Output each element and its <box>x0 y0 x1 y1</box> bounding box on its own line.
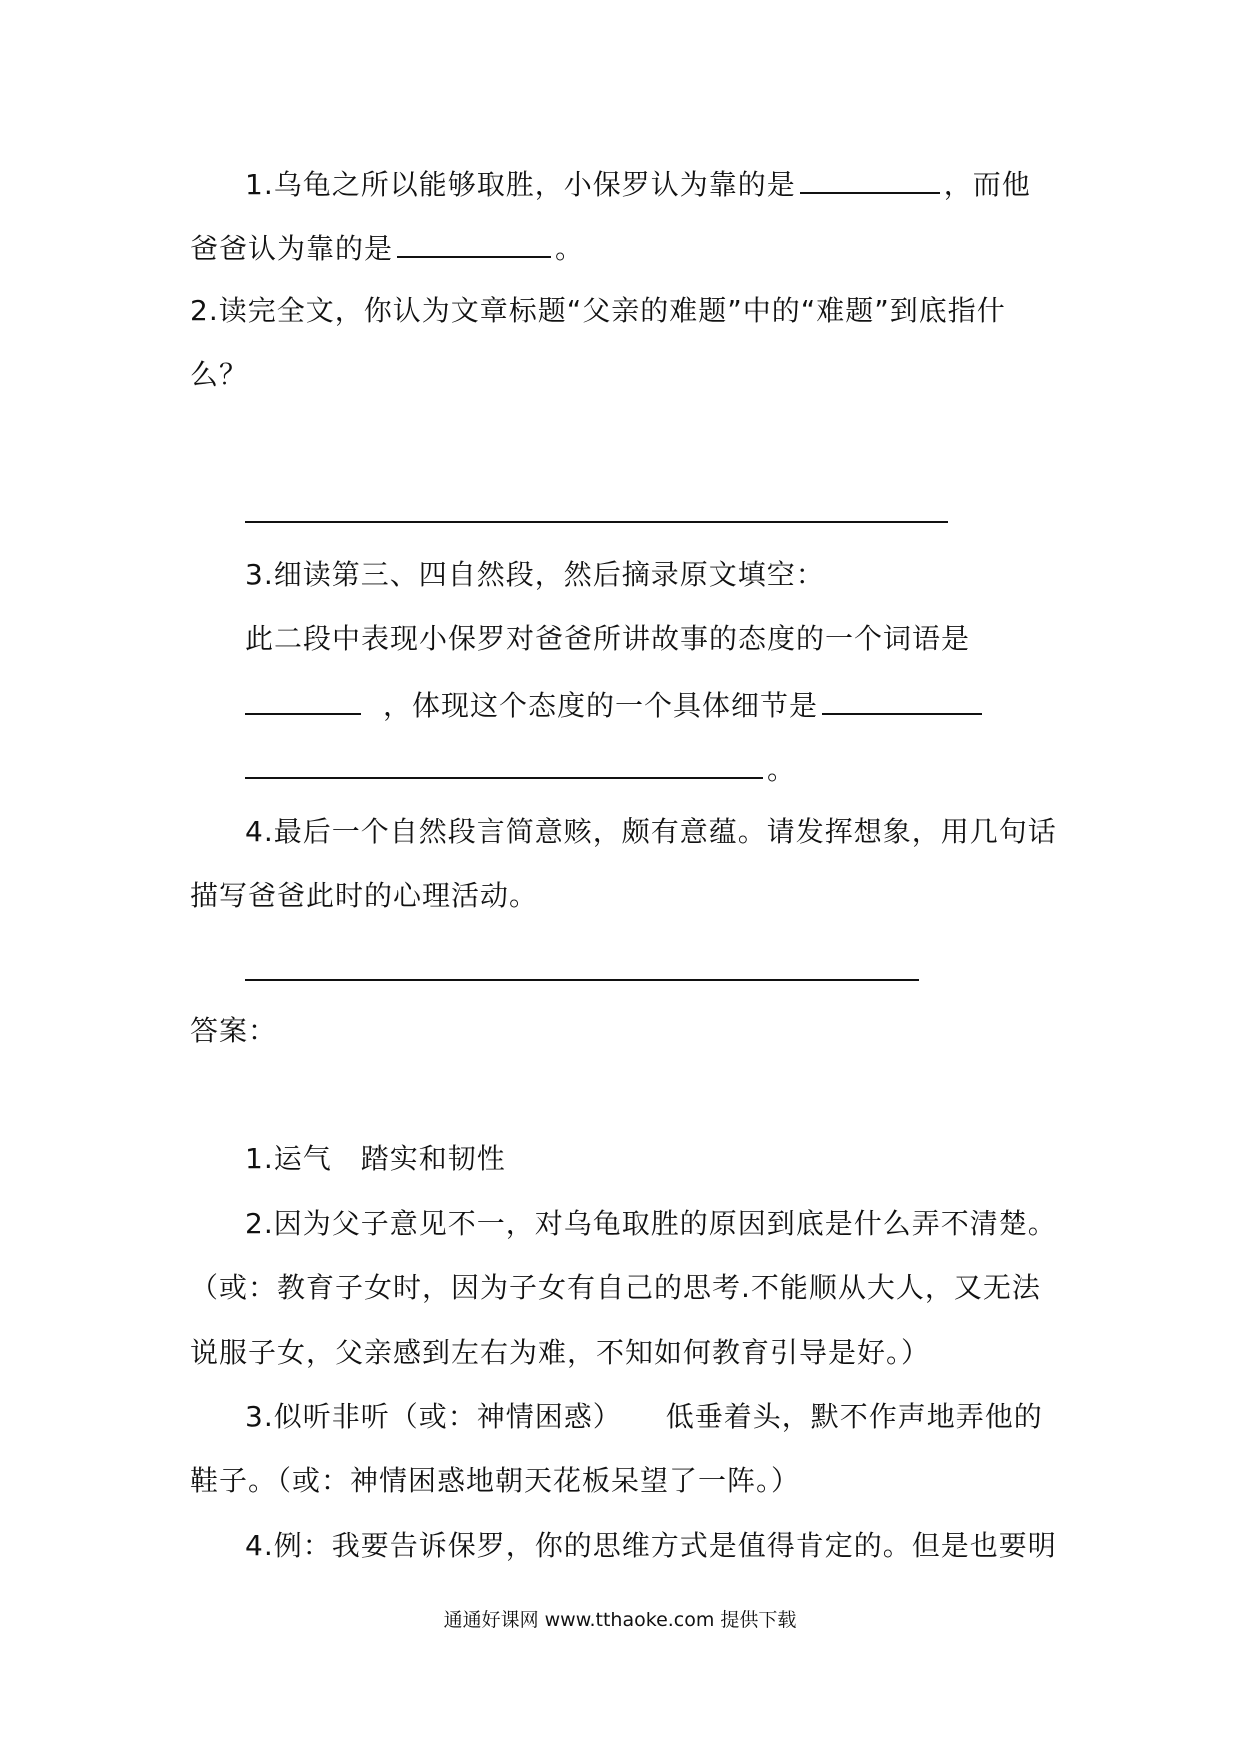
question-3-line-4 <box>245 747 796 790</box>
question-4-text-a: 4.最后一个自然段言简意赅，颇有意蕴。请发挥想象，用几句话 <box>245 815 1057 848</box>
answer-line[interactable] <box>245 979 919 981</box>
answer-1 <box>245 1139 506 1179</box>
question-3-text-c: ，体现这个态度的一个具体细节是 <box>383 689 819 722</box>
answer-3-line-1 <box>245 1397 1043 1437</box>
page-footer: 通通好课网 www.tthaoke.com 提供下载 <box>443 1609 797 1631</box>
answer-blank[interactable] <box>822 683 982 715</box>
question-4-text-b: 描写爸爸此时的心理活动。 <box>190 879 539 912</box>
question-4-line-1 <box>245 812 1057 852</box>
question-2-text-b: 么？ <box>190 358 249 391</box>
answer-3-text-b: 鞋子。（或：神情困惑地朝天花板呆望了一阵。） <box>190 1464 801 1497</box>
question-1-text-a: 1.乌龟之所以能够取胜，小保罗认为靠的是 <box>245 168 796 201</box>
answer-blank[interactable] <box>800 162 940 194</box>
question-3-line-3 <box>245 683 986 726</box>
question-1-line-1 <box>245 162 1031 205</box>
question-1-line-2 <box>190 226 584 269</box>
answer-4-text-a: 4.例：我要告诉保罗，你的思维方式是值得肯定的。但是也要明 <box>245 1529 1057 1562</box>
answer-2-line-2 <box>190 1268 1041 1308</box>
question-3-text-d: 。 <box>767 753 797 786</box>
answers-heading-text: 答案： <box>190 1014 278 1047</box>
question-1-text-d: 。 <box>555 232 585 265</box>
answer-1-text: 1.运气 踏实和韧性 <box>245 1142 506 1175</box>
answer-3-text-a: 3.似听非听（或：神情困惑） 低垂着头，默不作声地弄他的 <box>245 1400 1043 1433</box>
answer-3-line-2 <box>190 1461 800 1501</box>
question-1-text-c: 爸爸认为靠的是 <box>190 232 394 265</box>
question-2-line-1 <box>190 291 1006 331</box>
question-3-text-a: 3.细读第三、四自然段，然后摘录原文填空： <box>245 558 825 591</box>
question-1-text-b: ，而他 <box>943 168 1031 201</box>
question-3-line-2 <box>245 619 970 659</box>
answer-2-line-1 <box>245 1204 1057 1244</box>
question-2-line-2 <box>190 355 248 395</box>
answer-blank[interactable] <box>397 226 551 258</box>
answer-4-line-1 <box>245 1526 1057 1566</box>
question-4-line-2 <box>190 876 538 916</box>
answer-2-text-b: （或：教育子女时，因为子女有自己的思考.不能顺从大人，又无法 <box>190 1271 1041 1304</box>
answer-2-text-c: 说服子女，父亲感到左右为难，不知如何教育引导是好。） <box>190 1336 931 1369</box>
question-3-line-1 <box>245 555 825 595</box>
answer-line[interactable] <box>245 521 948 523</box>
answer-2-line-3 <box>190 1333 930 1373</box>
question-3-text-b: 此二段中表现小保罗对爸爸所讲故事的态度的一个词语是 <box>245 622 971 655</box>
answer-2-text-a: 2.因为父子意见不一，对乌龟取胜的原因到底是什么弄不清楚。 <box>245 1207 1057 1240</box>
question-2-text-a: 2.读完全文，你认为文章标题“父亲的难题”中的“难题”到底指什 <box>190 294 1006 327</box>
answer-blank[interactable] <box>245 747 763 779</box>
answers-heading <box>190 1011 277 1051</box>
answer-blank[interactable] <box>245 683 361 715</box>
